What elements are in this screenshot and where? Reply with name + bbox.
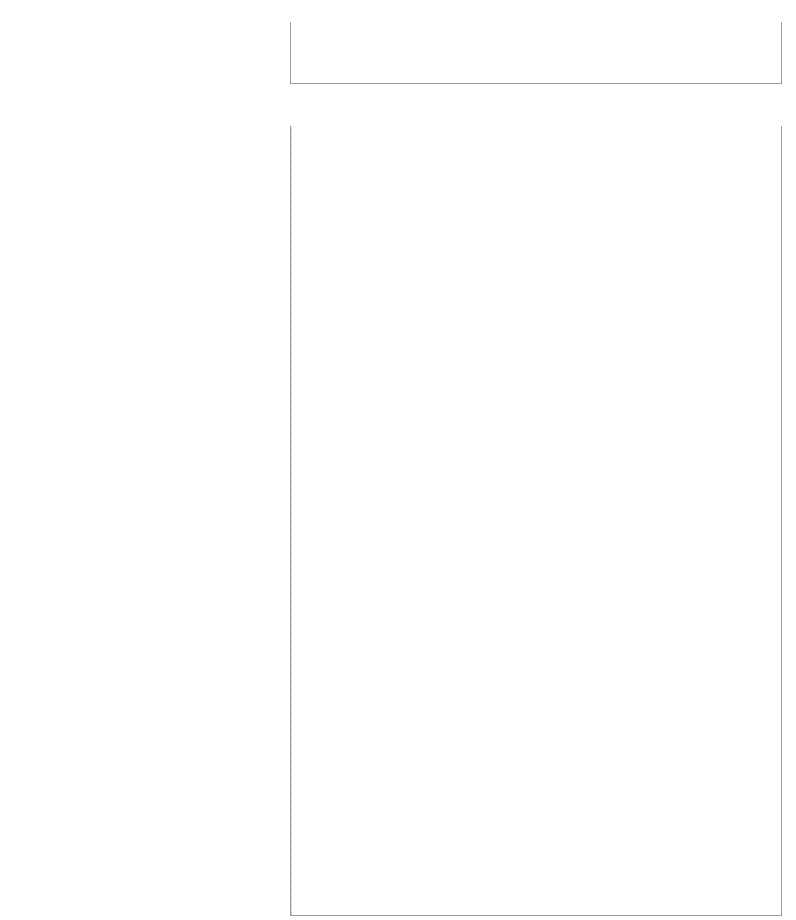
bottom-panel-plot-box [290, 126, 782, 916]
top-panel [0, 0, 796, 92]
top-panel-plot-area [291, 22, 781, 83]
top-panel-plot-box [290, 22, 782, 84]
reference-line [291, 126, 292, 915]
bottom-panel-plot-area [291, 126, 781, 915]
bottom-panel [0, 104, 796, 920]
